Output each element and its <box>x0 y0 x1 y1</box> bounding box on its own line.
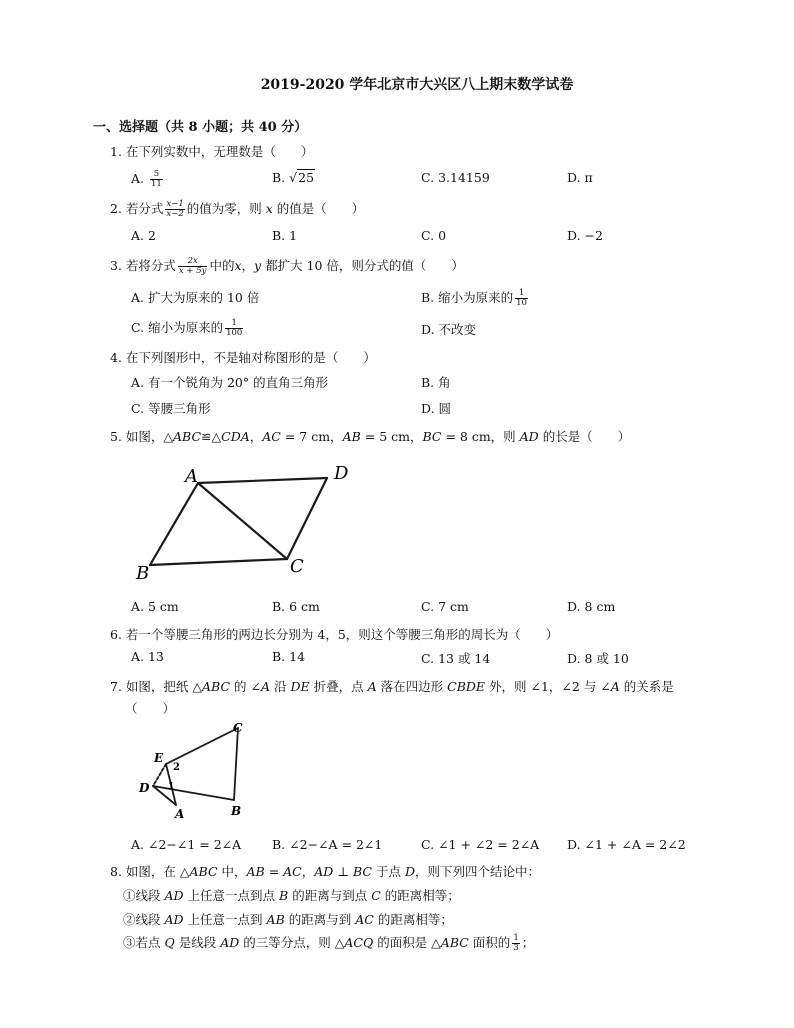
segment-ac <box>198 483 287 559</box>
q5-option-b: B. 6 cm <box>272 599 320 614</box>
label-d: D <box>334 463 349 484</box>
segment-ad <box>198 478 327 483</box>
q6-option-d: D. 8 或 10 <box>567 651 629 666</box>
q4-option-d: D. 圆 <box>421 401 452 416</box>
sqrt-symbol: √25 <box>289 170 315 185</box>
q4-option-a: A. 有一个锐角为 20° 的直角三角形 <box>131 375 329 390</box>
label-a: A <box>185 466 198 487</box>
q4-option-c: C. 等腰三角形 <box>131 401 211 416</box>
segment-ec <box>166 728 238 764</box>
q1-option-b: B. √25 <box>272 170 315 185</box>
q6-option-a: A. 13 <box>131 649 164 664</box>
q5-option-d: D. 8 cm <box>567 599 616 614</box>
question-3-stem: 3. 若将分式 $\frac{2x}{x + 5y}$ 中的x，y 都扩大 10 倍，则分式的值（ ） <box>110 256 464 276</box>
angle-2-label: 2 <box>173 762 180 773</box>
conclusion-2: ②线段 AD 上任意一点到 AB 的距离与到 AC 的距离相等； <box>123 912 453 927</box>
q6-option-c: C. 13 或 14 <box>421 651 491 666</box>
fraction: $\frac{1}{100}$ <box>226 318 243 338</box>
q5-option-c: C. 7 cm <box>421 599 469 614</box>
q2-option-a: A. 2 <box>131 228 156 243</box>
question-7-stem-continued: （ ） <box>125 701 176 716</box>
q1-option-c: C. 3.14159 <box>421 170 490 185</box>
fold-triangle-figure <box>130 718 260 824</box>
segment-ba <box>150 483 198 565</box>
q3-option-d: D. 不改变 <box>421 322 477 337</box>
fraction: $\frac{x-1}{x-2}$ <box>166 199 184 219</box>
q7-option-d: D. ∠1 + ∠A = 2∠2 <box>567 837 686 852</box>
fraction: $\frac{5}{11}$ <box>151 169 162 189</box>
question-5-stem: 5. 如图，△ABC≌△CDA，AC = 7 cm，AB = 5 cm，BC = 8 cm，则 AD 的长是（ ） <box>110 429 631 444</box>
q3-option-a: A. 扩大为原来的 10 倍 <box>131 290 260 305</box>
q1-option-d: D. π <box>567 170 593 185</box>
q5-option-a: A. 5 cm <box>131 599 179 614</box>
q1-option-a: A. $\frac{5}{11}$ <box>131 169 162 189</box>
segment-cb <box>150 559 287 565</box>
q2-option-c: C. 0 <box>421 228 447 243</box>
question-2-stem: 2. 若分式 $\frac{x-1}{x-2}$ 的值为零，则 x 的值是（ ） <box>110 199 365 219</box>
question-1-stem: 1. 在下列实数中，无理数是（ ） <box>110 144 314 159</box>
parallelogram-figure <box>130 455 360 585</box>
q7-option-a: A. ∠2−∠1 = 2∠A <box>131 837 242 852</box>
label-a: A <box>175 807 185 821</box>
segment-dc <box>287 478 327 559</box>
conclusion-3: ③若点 Q 是线段 AD 的三等分点，则 △ACQ 的面积是 △ABC 面积的 $\frac{1}{3}$ ； <box>123 933 535 953</box>
label-d: D <box>139 781 150 795</box>
q6-option-b: B. 14 <box>272 649 306 664</box>
segment-cb <box>234 728 238 800</box>
question-7-stem: 7. 如图，把纸 △ABC 的 ∠A 沿 DE 折叠，点 A 落在四边形 CBDE 外，则 ∠1，∠2 与 ∠A 的关系是 <box>110 679 674 694</box>
label-c: C <box>290 556 304 577</box>
q7-option-c: C. ∠1 + ∠2 = 2∠A <box>421 837 540 852</box>
label-c: C <box>233 721 243 735</box>
question-4-stem: 4. 在下列图形中，不是轴对称图形的是（ ） <box>110 350 376 365</box>
angle-1-label: 1 <box>168 782 175 792</box>
q3-option-b: B. 缩小为原来的 $\frac{1}{10}$ <box>421 288 527 308</box>
label-b: B <box>231 804 242 818</box>
fraction: $\frac{1}{10}$ <box>516 288 527 308</box>
conclusion-1: ①线段 AD 上任意一点到点 B 的距离与到点 C 的距离相等； <box>123 888 460 903</box>
q4-option-b: B. 角 <box>421 375 451 390</box>
q2-option-b: B. 1 <box>272 228 298 243</box>
label-e: E <box>154 751 164 765</box>
fraction: $\frac{2x}{x + 5y}$ <box>178 256 207 276</box>
question-8-stem: 8. 如图，在 △ABC 中，AB = AC，AD ⊥ BC 于点 D，则下列四个结论中： <box>110 864 541 879</box>
q7-option-b: B. ∠2−∠A = 2∠1 <box>272 837 383 852</box>
question-6-stem: 6. 若一个等腰三角形的两边长分别为 4，5，则这个等腰三角形的周长为（ ） <box>110 627 559 642</box>
q3-option-c: C. 缩小为原来的 $\frac{1}{100}$ <box>131 318 243 338</box>
page-title: 2019-2020 学年北京市大兴区八上期末数学试卷 <box>260 77 574 93</box>
label-b: B <box>136 563 150 584</box>
q2-option-d: D. −2 <box>567 228 603 243</box>
fraction: $\frac{1}{3}$ <box>513 933 519 953</box>
segment-bd <box>153 786 234 800</box>
fold-line-de <box>153 764 166 786</box>
section-heading: 一、选择题（共 8 小题；共 40 分） <box>93 120 308 135</box>
